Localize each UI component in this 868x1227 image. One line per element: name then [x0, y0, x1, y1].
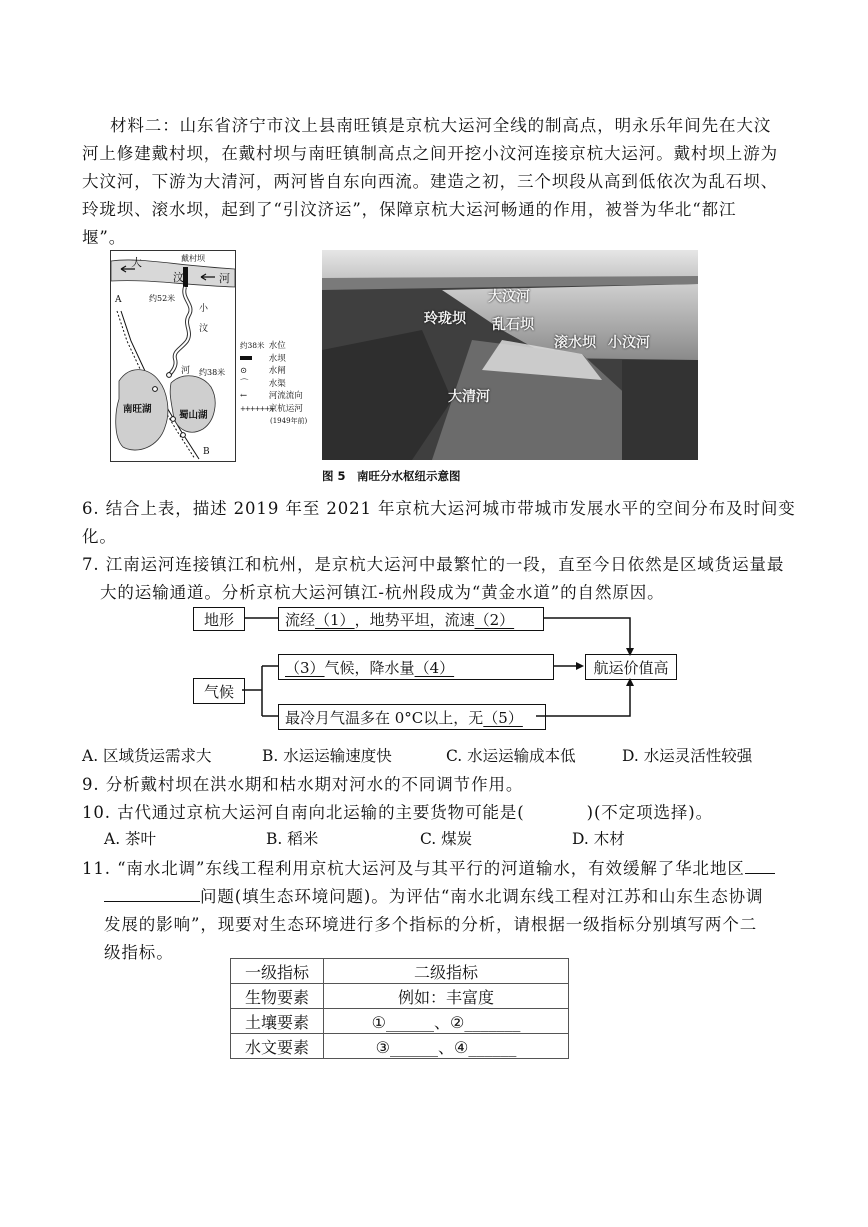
map-label-elev38: 约38米 [199, 368, 226, 377]
table-row [231, 1034, 569, 1059]
photo-label-linglong-dam: 玲珑坝 [424, 311, 466, 327]
q7-row1-text-c: ，地势平坦，流速 [354, 610, 475, 629]
map-label-river: 河 [219, 272, 230, 285]
q8-option-a: A. 区域货运需求大 [82, 747, 212, 765]
question-6-line-1: 6. 结合上表，描述 2019 年至 2021 年京杭大运河城市带城市发展水平的空间分布及时间变 [82, 499, 796, 518]
table-cell: 生物要素 [231, 984, 324, 1009]
q10-option-a: A. 茶叶 [104, 830, 157, 848]
map-label-da: 大 [131, 256, 142, 269]
table-cell: 例如：丰富度 [324, 984, 569, 1009]
table-row [231, 984, 569, 1009]
material-2-line: 堰”。 [82, 228, 127, 247]
legend-item-canal-1949: +++++++ 京杭运河 [240, 403, 303, 414]
q7-blank-4: （4） [414, 658, 455, 677]
photo-label-dawen-river: 大汶河 [488, 289, 530, 305]
q11-line2-text: 问题(填生态环境问题)。为评估“南水北调东线工程对江苏和山东生态协调 [200, 887, 764, 906]
table-row [231, 1009, 569, 1034]
map-label-xiaowen: 汶 [199, 324, 209, 334]
material-2-line: 大汶河，下游为大清河，两河皆自东向西流。建造之初，三个坝段从高到低依次为乱石坝、 [82, 172, 778, 191]
map-label-he2: 河 [181, 366, 191, 376]
q7-row1-text-a: 流经 [285, 610, 316, 629]
map-label-xiao: 小 [199, 304, 209, 314]
q7-climate-type-box [278, 654, 554, 680]
q10-option-c: C. 煤炭 [420, 830, 473, 848]
legend-item-canal: ⌒ 水渠 [240, 378, 286, 389]
q7-terrain-box: 地形 [193, 607, 245, 631]
q7-blank-1: （1） [315, 610, 355, 629]
q8-option-b: B. 水运运输速度快 [262, 747, 392, 765]
question-10-stem [82, 799, 713, 823]
q7-result-box: 航运价值高 [585, 654, 677, 680]
map-label-nanwang-lake: 南旺湖 [123, 404, 152, 415]
legend-item-dam: 水坝 [240, 353, 307, 366]
legend-note: (1949年前) [270, 417, 308, 425]
q7-blank-2: （2） [474, 610, 515, 629]
q11-line1-text: 11. “南水北调”东线工程利用京杭大运河及与其平行的河道输水，有效缓解了华北地区 [82, 859, 745, 878]
table-cell: ①______、②_______ [324, 1009, 569, 1034]
q10-stem-b: )(不定项选择)。 [586, 803, 714, 822]
table-cell: 土壤要素 [231, 1009, 324, 1034]
q7-climate-box: 气候 [193, 678, 245, 704]
table-header-row [231, 959, 569, 984]
q10-option-d: D. 木材 [572, 830, 625, 848]
question-7-line-1: 7. 江南运河连接镇江和杭州，是京杭大运河中最繁忙的一段，直至今日依然是区域货运量最 [82, 555, 785, 574]
map-label-b: B [203, 447, 210, 457]
nanwang-schematic-map [110, 250, 236, 462]
question-11-line-2 [104, 883, 763, 907]
q10-stem-a: 10. 古代通过京杭大运河自南向北运输的主要货物可能是( [82, 803, 525, 822]
table-header-cell: 二级指标 [324, 959, 569, 984]
q7-blank-3: （3） [285, 658, 325, 677]
q7-row3-text: 最冷月气温多在 0°C以上，无 [285, 708, 484, 727]
q11-indicator-table [230, 958, 569, 1059]
map-label-a: A [115, 295, 122, 305]
q11-blank-a [745, 857, 775, 875]
table-cell: 水文要素 [231, 1034, 324, 1059]
material-2-line: 玲珑坝、滚水坝，起到了“引汶济运”，保障京杭大运河畅通的作用，被誉为华北“都江 [82, 200, 737, 219]
q11-blank-b [104, 885, 200, 903]
q10-option-b: B. 稻米 [266, 830, 319, 848]
map-label-daicunba: 戴村坝 [181, 254, 205, 263]
question-11-line-3: 发展的影响”，现要对生态环境进行多个指标的分析，请根据一级指标分别填写两个二 [104, 915, 758, 934]
map-label-wen: 汶 [173, 271, 184, 284]
q7-terrain-detail-box [278, 607, 544, 631]
photo-label-gunshui-dam: 滚水坝 [554, 335, 596, 351]
question-11-line-1 [82, 855, 775, 879]
q7-temperature-box [278, 704, 546, 730]
legend-item-arrow: ← 河流流向 [240, 391, 303, 401]
aerial-photo-drawing [322, 250, 698, 460]
question-7-line-2: 大的运输通道。分析京杭大运河镇江-杭州段成为“黄金水道”的自然原因。 [100, 583, 665, 602]
photo-label-luanshi-dam: 乱石坝 [492, 317, 534, 333]
map-legend [240, 340, 307, 428]
map-label-elev52: 约52米 [149, 294, 176, 303]
legend-item-water-level: 约38米 水位 [240, 341, 286, 351]
material-2-line: 材料二：山东省济宁市汶上县南旺镇是京杭大运河全线的制高点，明永乐年间先在大汶 [110, 116, 772, 135]
figure-5-caption: 图 5 南旺分水枢纽示意图 [322, 469, 461, 483]
aerial-photo [322, 250, 698, 460]
question-6-line-2: 化。 [82, 527, 117, 546]
table-header-cell: 一级指标 [231, 959, 324, 984]
map-label-shushan-lake: 蜀山湖 [179, 410, 208, 421]
material-2-line: 河上修建戴村坝，在戴村坝与南旺镇制高点之间开挖小汶河连接京杭大运河。戴村坝上游为 [82, 144, 778, 163]
photo-label-xiaowen-river: 小汶河 [608, 335, 650, 351]
q8-option-d: D. 水运灵活性较强 [622, 747, 753, 765]
question-11-line-4: 级指标。 [104, 943, 174, 962]
table-cell: ③______、④______ [324, 1034, 569, 1059]
q8-option-c: C. 水运运输成本低 [446, 747, 576, 765]
legend-item-gate: ⊙ 水闸 [240, 366, 286, 376]
q7-row2-text: 气候，降水量 [324, 658, 415, 677]
question-9: 9. 分析戴村坝在洪水期和枯水期对河水的不同调节作用。 [82, 775, 524, 794]
photo-label-daqing-river: 大清河 [448, 389, 490, 405]
q7-blank-5: （5） [483, 708, 523, 727]
